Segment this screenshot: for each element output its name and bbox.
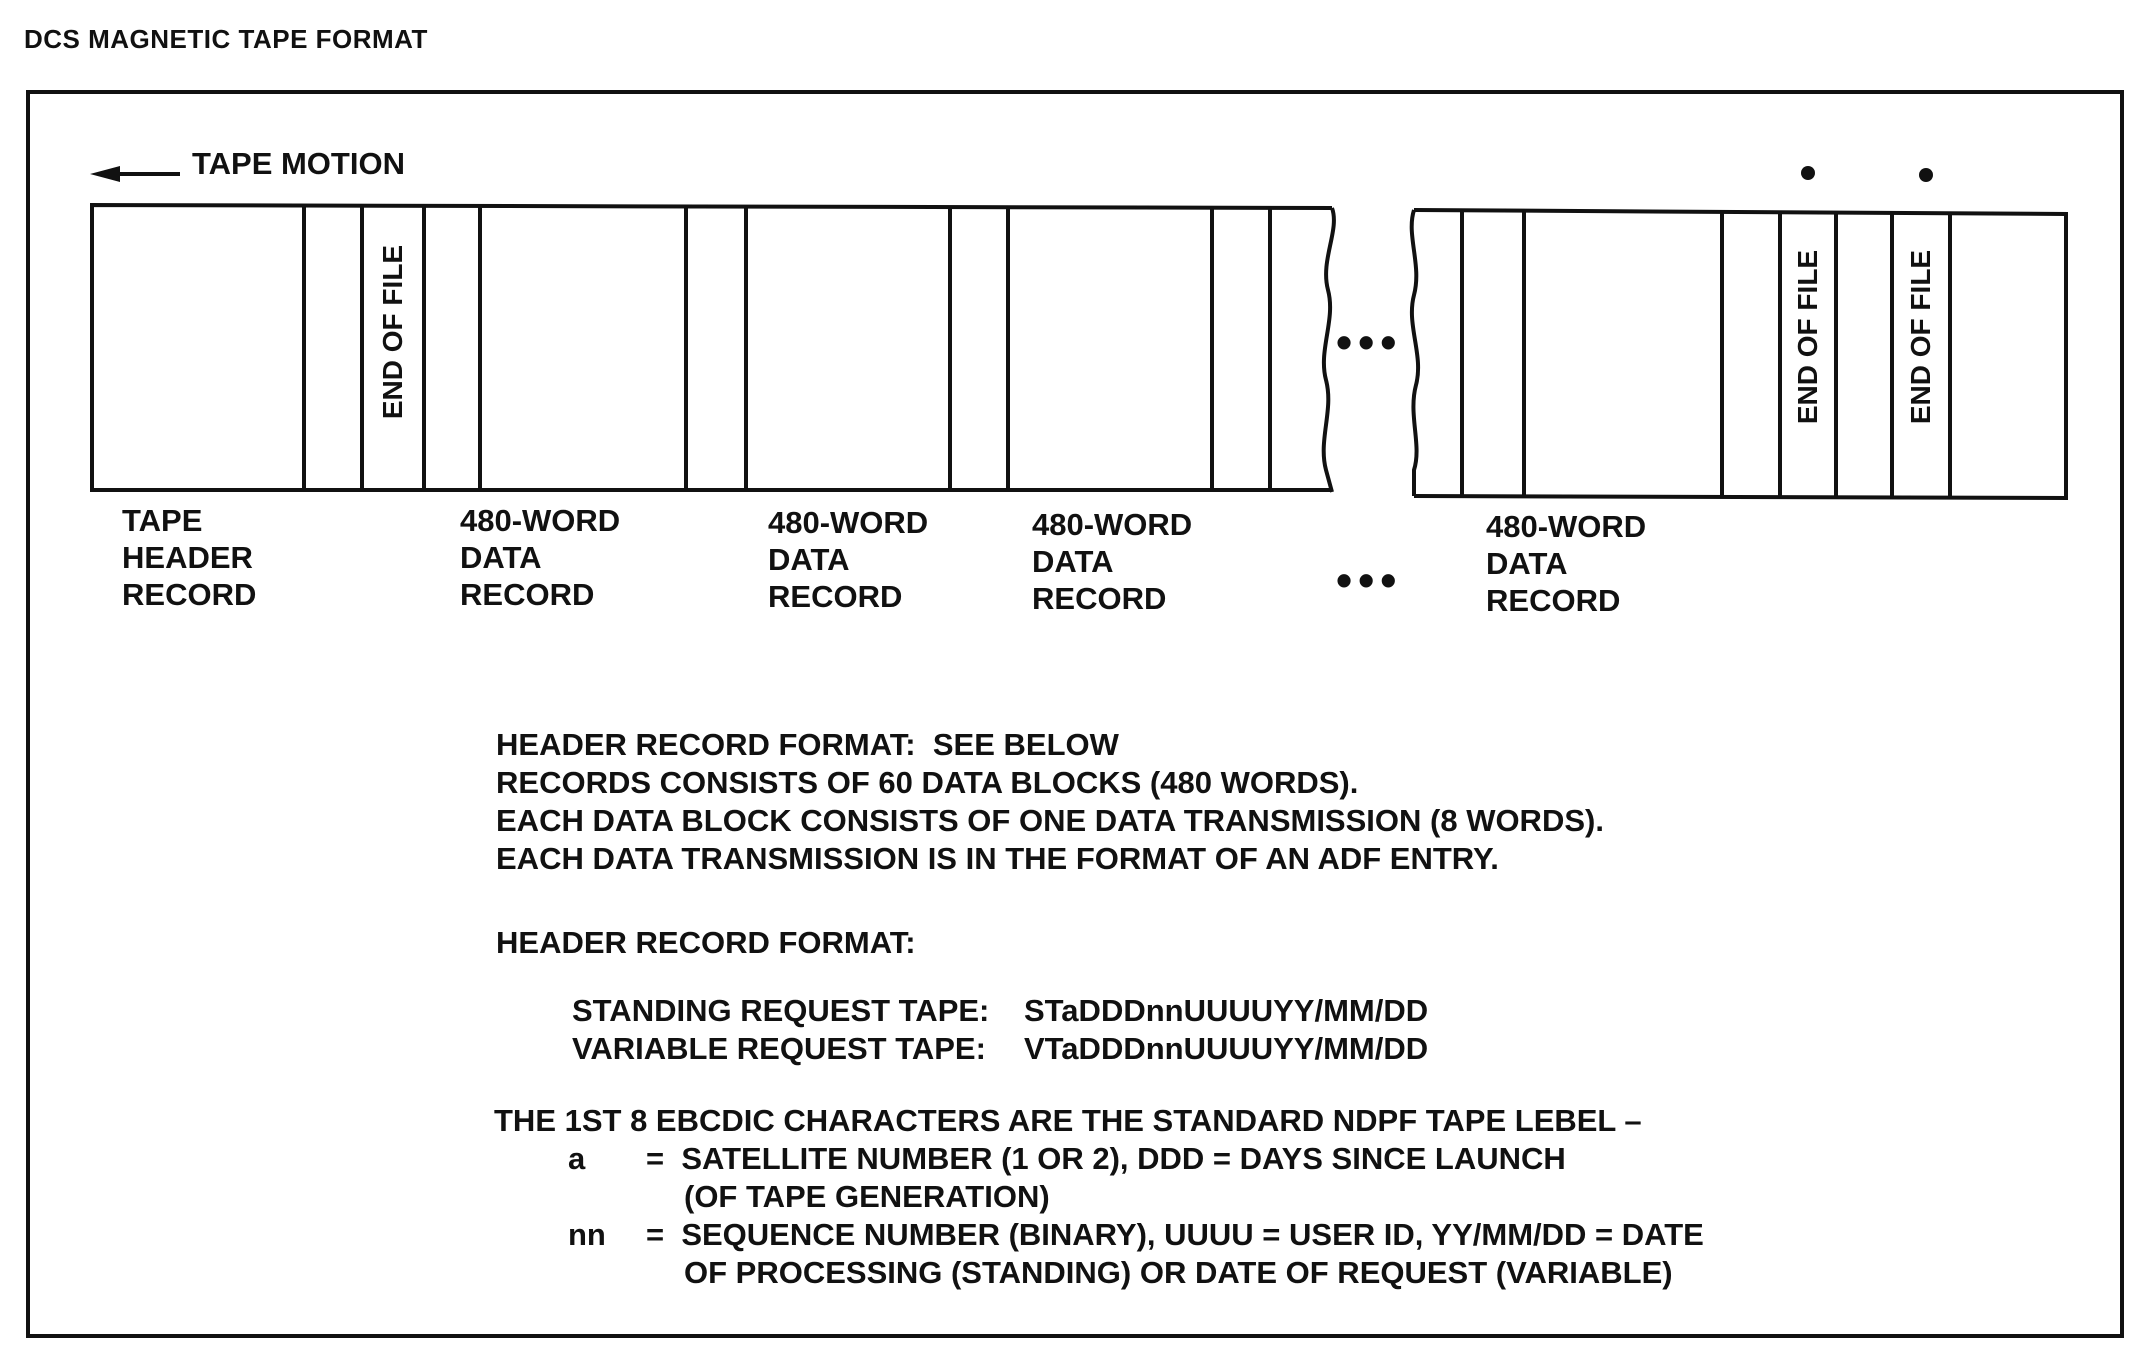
legend-desc: (OF TAPE GENERATION) [684,1179,1050,1214]
note-line: EACH DATA TRANSMISSION IS IN THE FORMAT OF AN ADF ENTRY. [496,841,1499,876]
marker-dot [1801,166,1815,180]
note-line: HEADER RECORD FORMAT: SEE BELOW [496,727,1119,762]
record-label: 480-WORD DATA RECORD [1486,509,1647,618]
legend-desc: = SEQUENCE NUMBER (BINARY), UUUU = USER ID, YY/MM/DD = DATE [646,1217,1704,1252]
tape-segment-left [92,205,1334,492]
variable-label: VARIABLE REQUEST TAPE: [572,1031,986,1066]
record-label: 480-WORD DATA RECORD [1032,507,1193,616]
legend-desc: = SATELLITE NUMBER (1 OR 2), DDD = DAYS SINCE LAUNCH [646,1141,1566,1176]
end-of-file-mark: END OF FILE [1792,249,1823,425]
legend-desc: OF PROCESSING (STANDING) OR DATE OF REQUEST (VARIABLE) [684,1255,1673,1290]
ellipsis-mark: ••• [1336,316,1403,368]
record-label: 480-WORD DATA RECORD [460,503,621,612]
record-label: TAPE HEADER RECORD [122,503,257,612]
ellipsis-mark: ••• [1336,554,1403,606]
note-line: RECORDS CONSISTS OF 60 DATA BLOCKS (480 WORDS). [496,765,1359,800]
standing-value: STaDDDnnUUUUYY/MM/DD [1024,993,1429,1028]
ebcdic-note: THE 1ST 8 EBCDIC CHARACTERS ARE THE STANDARD NDPF TAPE LEBEL – [494,1103,1642,1138]
end-of-file-mark: END OF FILE [377,244,408,420]
variable-value: VTaDDDnnUUUUYY/MM/DD [1024,1031,1429,1066]
header-format-title: HEADER RECORD FORMAT: [496,925,916,960]
page-title: DCS MAGNETIC TAPE FORMAT [24,24,428,54]
end-of-file-mark: END OF FILE [1905,249,1936,425]
marker-dot [1919,168,1933,182]
tape-segment-right [1412,210,2066,498]
note-line: EACH DATA BLOCK CONSISTS OF ONE DATA TRANSMISSION (8 WORDS). [496,803,1604,838]
legend-key: a [568,1141,586,1176]
tape-motion-label: TAPE MOTION [192,146,405,181]
record-label: 480-WORD DATA RECORD [768,505,929,614]
legend-key: nn [568,1217,606,1252]
standing-label: STANDING REQUEST TAPE: [572,993,990,1028]
